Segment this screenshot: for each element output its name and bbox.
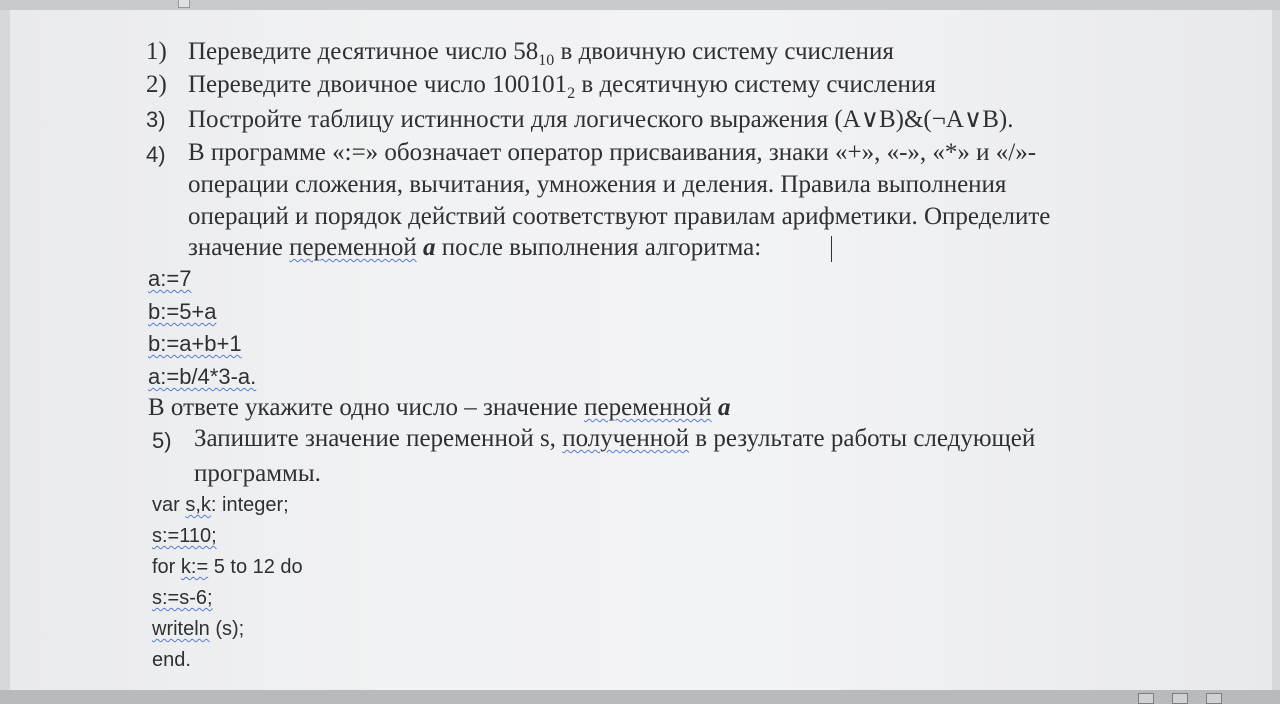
task2-text xyxy=(188,71,936,103)
ruler-indent-marker[interactable] xyxy=(178,0,190,8)
task5-code-line1 xyxy=(152,494,289,517)
task5-line1-b: полученной xyxy=(562,425,690,452)
task4-code-line2 xyxy=(148,299,217,325)
task5-code3-b: k:= xyxy=(180,556,209,578)
task5-code5-a: writeln xyxy=(152,618,210,640)
task5-code3-c: 5 to 12 do xyxy=(208,556,303,578)
task5-code3-a: for xyxy=(152,556,181,578)
task5-line1-c: в результате работы следующей xyxy=(689,425,1036,452)
task5-code2-text: s:=110; xyxy=(152,525,217,547)
task4-answer-a: В ответе укажите одно число – значение xyxy=(148,394,585,421)
task4-code-line1 xyxy=(148,266,191,292)
task4-code-line4 xyxy=(148,364,256,390)
task5-code-line3 xyxy=(152,556,303,579)
task5-code5-b: (s); xyxy=(209,618,245,640)
task5-line1-a: Запишите значение переменной s, xyxy=(194,425,563,452)
task4-line1: В программе «:=» обозначает оператор присваивания, знаки «+», «-», «*» и «/»- xyxy=(188,139,1037,166)
read-mode-icon[interactable] xyxy=(1138,693,1154,704)
task5-code-line4 xyxy=(152,587,213,610)
task4-code2-text: b:=5+a xyxy=(148,299,217,324)
task4-answer-line xyxy=(148,394,730,422)
task2-text-b: в десятичную систему счисления xyxy=(575,71,936,98)
text-cursor xyxy=(831,236,832,262)
task1-text-b: в двоичную систему счисления xyxy=(554,38,894,65)
task4-answer-variable-a: a xyxy=(711,394,731,421)
task4-line4-a: значение xyxy=(188,234,290,261)
task2-subscript: 2 xyxy=(567,85,576,102)
status-bar xyxy=(0,690,1280,704)
task5-code-line5 xyxy=(152,618,244,641)
task4-line2: операции сложения, вычитания, умножения и деления. Правила выполнения xyxy=(188,171,1007,198)
horizontal-ruler xyxy=(0,0,1280,10)
task4-line4 xyxy=(188,234,761,262)
task5-line1 xyxy=(194,425,1035,453)
task1-number: 1) xyxy=(146,38,167,65)
task4-code3-text: b:=a+b+1 xyxy=(148,331,242,356)
task2-number: 2) xyxy=(146,71,167,98)
task3-number: 3) xyxy=(146,107,166,132)
task5-code1-b: s,k xyxy=(185,494,211,516)
task1-subscript: 10 xyxy=(538,52,555,69)
task4-line4-d: после выполнения алгоритма: xyxy=(435,234,762,261)
task5-number: 5) xyxy=(152,428,172,453)
task4-number: 4) xyxy=(146,142,166,167)
task2-text-a: Переведите двоичное число 100101 xyxy=(188,71,568,98)
task5-code1-a: var xyxy=(152,494,186,516)
task1-text xyxy=(188,38,894,70)
task4-code1-text: a:=7 xyxy=(148,266,192,291)
web-layout-icon[interactable] xyxy=(1206,693,1222,704)
task1-text-a: Переведите десятичное число 58 xyxy=(188,38,539,65)
task4-code4-text: a:=b/4*3-a. xyxy=(148,364,257,389)
task5-code-line6: end. xyxy=(152,649,191,671)
task4-answer-variable-word: переменной xyxy=(584,394,712,421)
task4-code-line3 xyxy=(148,331,242,357)
task3-text: Постройте таблицу истинности для логического выражения (A∨B)&(¬A∨B). xyxy=(188,106,1014,133)
print-layout-icon[interactable] xyxy=(1172,693,1188,704)
task5-line2: программы. xyxy=(194,460,321,487)
task5-code-line2 xyxy=(152,525,217,548)
task4-variable-word: переменной xyxy=(289,234,417,261)
task5-code4-text: s:=s-6; xyxy=(152,587,213,609)
task5-code1-c: : integer; xyxy=(210,494,289,516)
task4-line3: операций и порядок действий соответствуют правилам арифметики. Определите xyxy=(188,203,1051,230)
task4-variable-a: a xyxy=(416,234,436,261)
